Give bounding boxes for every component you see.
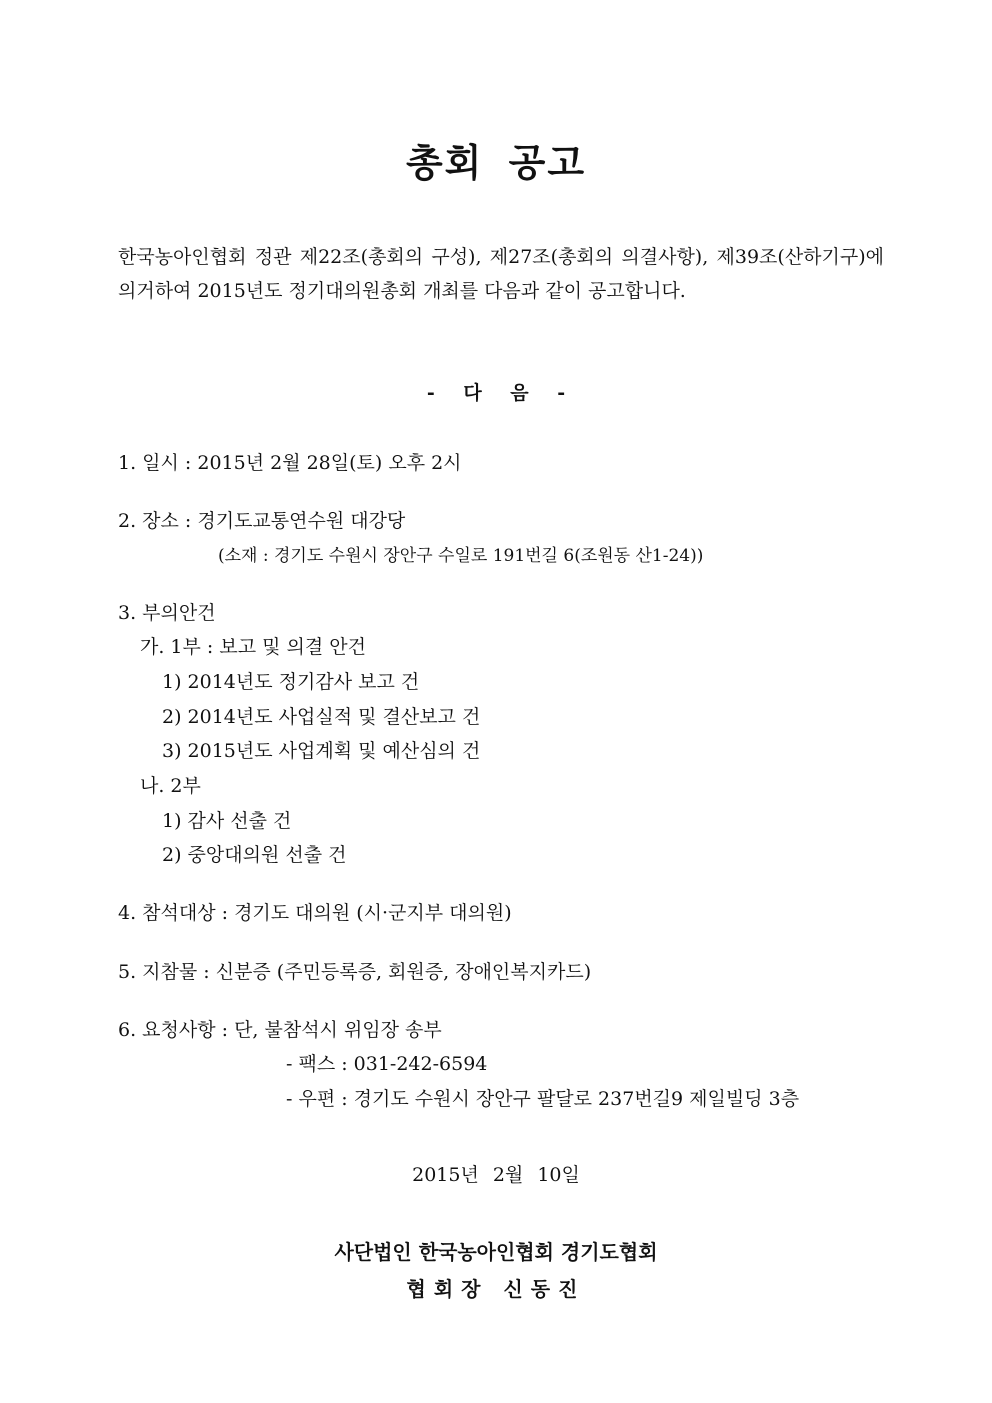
item-venue: 2. 장소 : 경기도교통연수원 대강당 xyxy=(118,510,406,532)
item-agenda: 3. 부의안건 xyxy=(118,602,216,624)
agenda-group-2-heading: 나. 2부 xyxy=(140,775,201,797)
organization-name: 사단법인 한국농아인협회 경기도협회 xyxy=(334,1240,658,1264)
intro-paragraph: 한국농아인협회 정관 제22조(총회의 구성), 제27조(총회의 의결사항), 제39조(산하기구)에 의거하여 2015년도 정기대의원총회 개최를 다음과 같이 공고합니다. xyxy=(118,246,884,302)
agenda-entry: 1) 2014년도 정기감사 보고 건 xyxy=(162,671,420,693)
item-venue-address: (소재 : 경기도 수원시 장안구 수일로 191번길 6(조원동 산1-24)) xyxy=(218,546,704,566)
separator-heading: - 다 음 - xyxy=(426,382,566,404)
agenda-entry: 3) 2015년도 사업계획 및 예산심의 건 xyxy=(162,740,481,762)
agenda-entry: 2) 2014년도 사업실적 및 결산보고 건 xyxy=(162,706,481,728)
request-mail: - 우편 : 경기도 수원시 장안구 팔달로 237번길9 제일빌딩 3층 xyxy=(286,1088,800,1110)
agenda-entry: 2) 중앙대의원 선출 건 xyxy=(162,844,347,866)
request-fax: - 팩스 : 031-242-6594 xyxy=(286,1053,488,1075)
item-attendees: 4. 참석대상 : 경기도 대의원 (시·군지부 대의원) xyxy=(118,902,512,924)
item-requests: 6. 요청사항 : 단, 불참석시 위임장 송부 xyxy=(118,1019,442,1041)
item-datetime: 1. 일시 : 2015년 2월 28일(토) 오후 2시 xyxy=(118,452,462,474)
agenda-group-1-heading: 가. 1부 : 보고 및 의결 안건 xyxy=(140,636,366,658)
issue-date: 2015년 2월 10일 xyxy=(412,1164,580,1186)
signatory-name: 협회장 신동진 xyxy=(406,1277,586,1301)
item-required-items: 5. 지참물 : 신분증 (주민등록증, 회원증, 장애인복지카드) xyxy=(118,961,592,983)
agenda-entry: 1) 감사 선출 건 xyxy=(162,810,292,832)
document-title: 총회 공고 xyxy=(405,140,587,185)
